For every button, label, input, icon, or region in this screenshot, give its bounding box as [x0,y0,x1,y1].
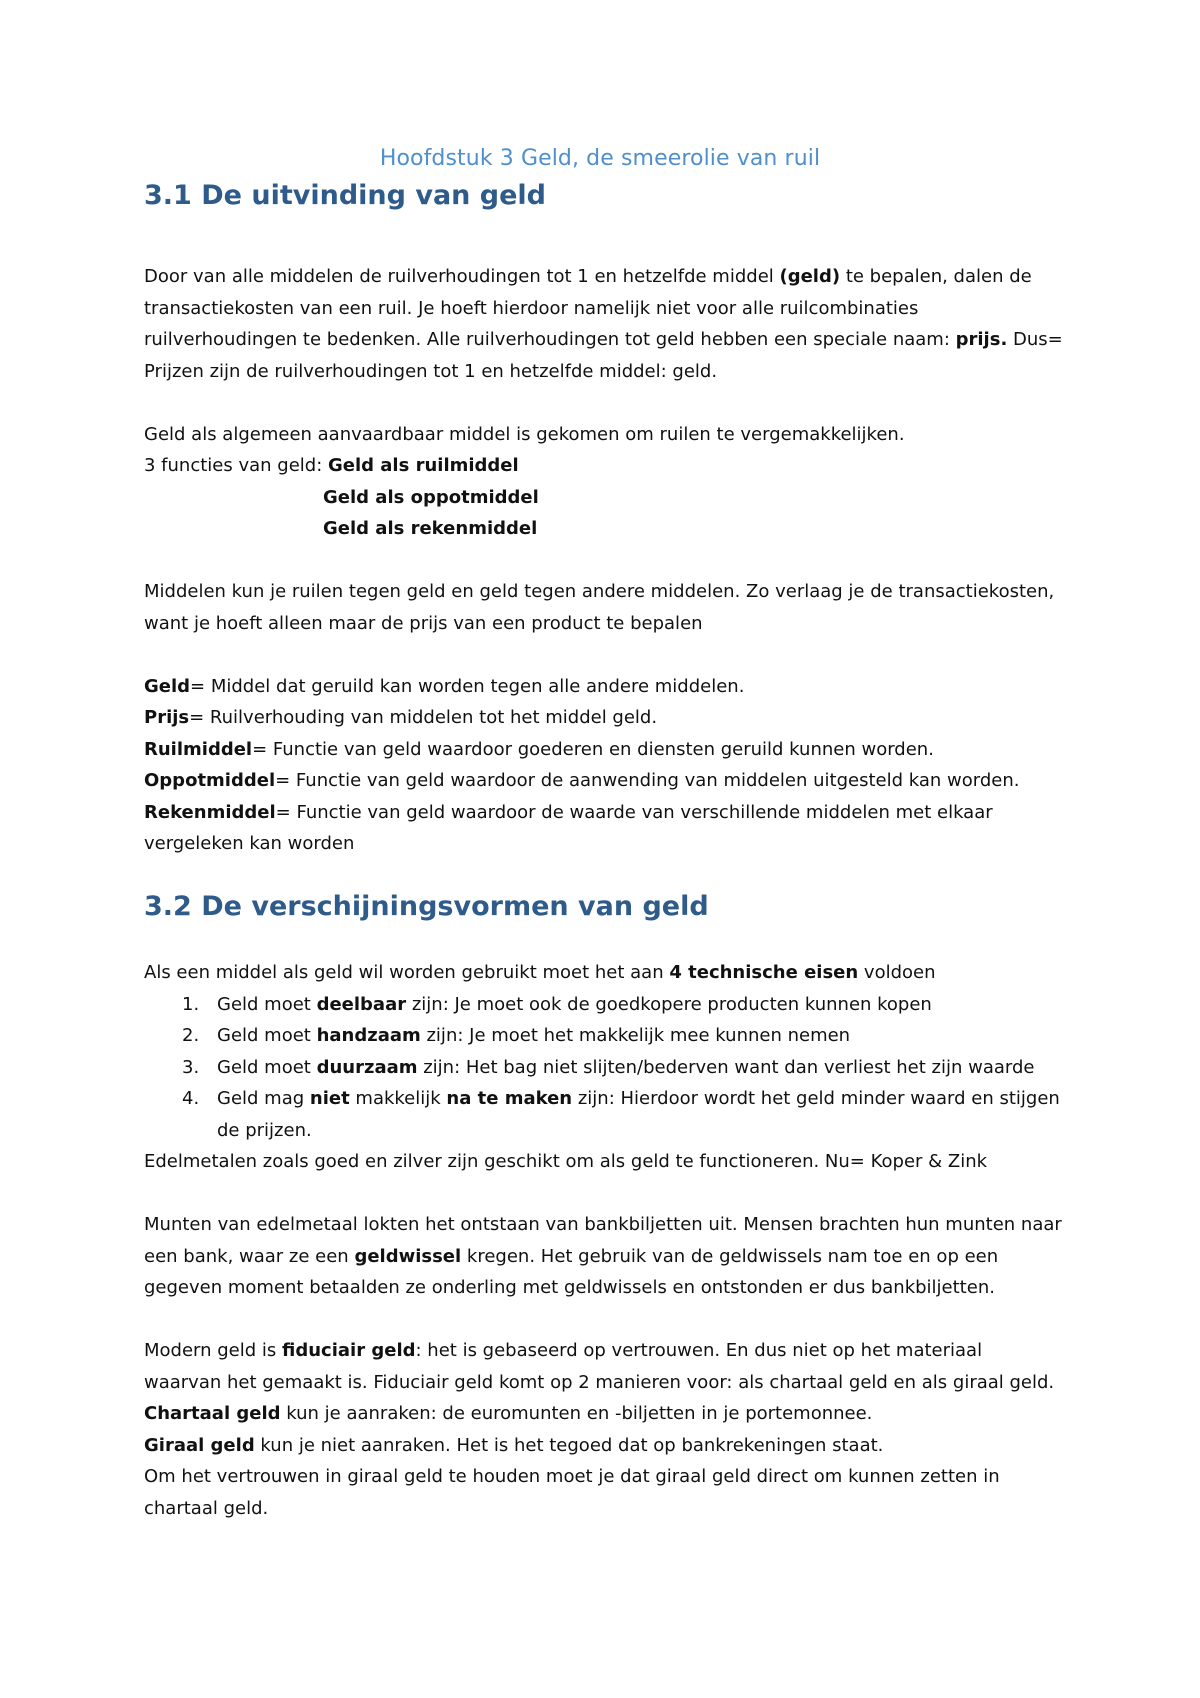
section-3-1-body [144,261,1064,860]
paragraph-cash-money: Chartaal geld kun je aanraken: de euromunten en -biljetten in je portemonnee. [144,1403,873,1424]
list-item: 1. Geld moet deelbaar zijn: Je moet ook de goedkopere producten kunnen kopen [182,993,932,1015]
list-item: 4. Geld mag niet makkelijk na te maken zijn: Hierdoor wordt het geld minder waard en stijgen de prijzen. [182,1088,1060,1141]
list-item: 3. Geld moet duurzaam zijn: Het bag niet slijten/bederven want dan verliest het zijn waarde [182,1056,1035,1078]
definition-ruilmiddel: Ruilmiddel= Functie van geld waardoor goederen en diensten geruild kunnen worden. [144,738,934,760]
definition-geld: Geld= Middel dat geruild kan worden tegen alle andere middelen. [144,675,745,697]
list-item: 2. Geld moet handzaam zijn: Je moet het makkelijk mee kunnen nemen [182,1025,851,1046]
functions-line-2: Geld als oppotmiddel [323,486,539,508]
paragraph-general-money: Geld als algemeen aanvaardbaar middel is gekomen om ruilen te vergemakkelijken. [144,423,905,445]
functions-line-1: 3 functies van geld: Geld als ruilmiddel [144,455,519,476]
requirements-list [144,989,1064,1147]
paragraph-exchange-means: Middelen kun je ruilen tegen geld en geld tegen andere middelen. Zo verlaag je de transactiekosten, want je hoeft alleen maar de prijs van een product te bepalen [144,581,1055,634]
paragraph-exchange-ratios: Door van alle middelen de ruilverhoudingen tot 1 en hetzelfde middel (geld) te bepalen, dalen de transactiekosten van een ruil. Je hoeft hierdoor namelijk niet voor alle ruilcombinaties ruilverhoudingen te bedenken. Alle ruilverhoudingen tot geld hebben een speciale naam: prijs. Dus= Prijzen zijn de ruilverhoudingen tot 1 en hetzelfde middel: geld. [144,266,1063,382]
definition-rekenmiddel: Rekenmiddel= Functie van geld waardoor de waarde van verschillende middelen met elkaar vergeleken kan worden [144,801,993,854]
section-3-2-body [144,957,1064,1524]
paragraph-fiduciary-money: Modern geld is fiduciair geld: het is gebaseerd op vertrouwen. En dus niet op het materiaal waarvan het gemaakt is. Fiduciair geld komt op 2 manieren voor: als chartaal geld en als giraal geld. [144,1340,1055,1393]
paragraph-requirements-intro: Als een middel als geld wil worden gebruikt moet het aan 4 technische eisen voldoen [144,962,936,983]
paragraph-giro-money: Giraal geld kun je niet aanraken. Het is het tegoed dat op bankrekeningen staat. [144,1434,884,1456]
section-heading-3-2: 3.2 De verschijningsvormen van geld [144,891,709,922]
functions-line-3: Geld als rekenmiddel [323,518,538,539]
definition-prijs: Prijs= Ruilverhouding van middelen tot het middel geld. [144,707,658,728]
paragraph-precious-metals: Edelmetalen zoals goed en zilver zijn geschikt om als geld te functioneren. Nu= Koper & Zink [144,1151,988,1172]
paragraph-coins-banknotes: Munten van edelmetaal lokten het ontstaan van bankbiljetten uit. Mensen brachten hun munten naar een bank, waar ze een geldwissel kregen. Het gebruik van de geldwissels nam toe en op een gegeven moment betaalden ze onderling met geldwissels en ontstonden er dus bankbiljetten. [144,1214,1062,1298]
document-title: Hoofdstuk 3 Geld, de smeerolie van ruil [379,146,821,171]
paragraph-trust: Om het vertrouwen in giraal geld te houden moet je dat giraal geld direct om kunnen zetten in chartaal geld. [144,1466,1000,1519]
definition-oppotmiddel: Oppotmiddel= Functie van geld waardoor de aanwending van middelen uitgesteld kan worden. [144,770,1020,791]
section-heading-3-1: 3.1 De uitvinding van geld [144,180,547,211]
